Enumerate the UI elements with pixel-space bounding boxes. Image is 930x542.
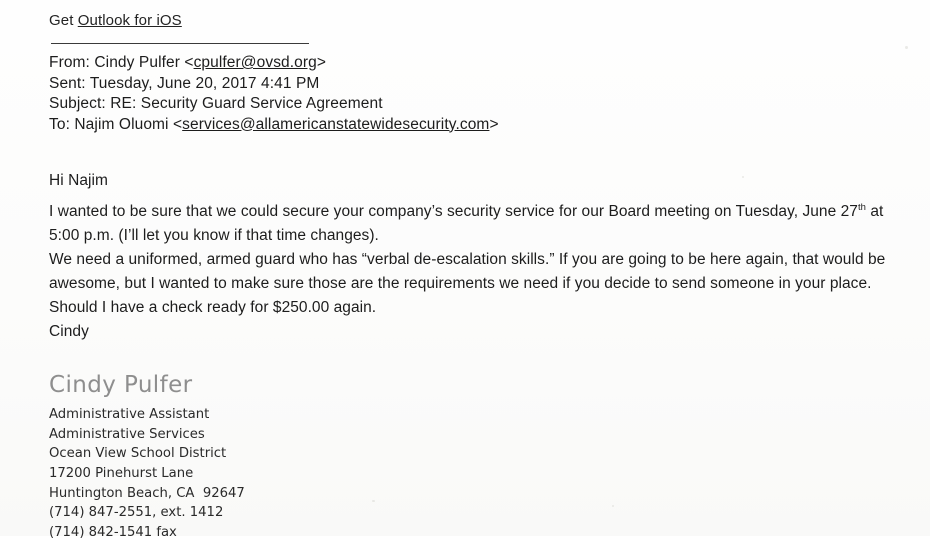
header-from bbox=[49, 53, 909, 74]
signature-name: Cindy Pulfer bbox=[49, 372, 193, 399]
to-close: > bbox=[489, 115, 499, 133]
outlook-for-ios-link[interactable]: Outlook for iOS bbox=[77, 12, 182, 29]
header-divider bbox=[51, 43, 309, 44]
signature-title: Administrative Assistant bbox=[49, 407, 210, 423]
body-paragraph-1-text: I wanted to be sure that we could secure your company’s security service for our Board meeting on Tuesday, June 27 bbox=[49, 203, 858, 221]
to-email[interactable]: services@allamericanstatewidesecurity.com bbox=[182, 115, 490, 133]
signature-fax: (714) 842-1541 fax bbox=[49, 524, 177, 540]
email-content bbox=[49, 12, 909, 542]
body-signoff: Cindy bbox=[49, 323, 89, 341]
ordinal-suffix: th bbox=[857, 202, 867, 213]
signature-phone: (714) 847-2551, ext. 1412 bbox=[49, 505, 224, 521]
signature-block bbox=[49, 405, 909, 542]
to-label: To: bbox=[49, 115, 75, 133]
signature-department: Administrative Services bbox=[49, 426, 205, 442]
body-greeting: Hi Najim bbox=[49, 172, 108, 189]
header-sent: Sent: Tuesday, June 20, 2017 4:41 PM bbox=[49, 74, 320, 92]
header-subject: Subject: RE: Security Guard Service Agreement bbox=[49, 95, 383, 112]
signature-address: 17200 Pinehurst Lane bbox=[49, 465, 194, 481]
email-headers bbox=[49, 53, 909, 135]
from-email[interactable]: cpulfer@ovsd.org bbox=[193, 54, 317, 71]
outlook-promo-line bbox=[49, 12, 909, 29]
outlook-promo-prefix: Get bbox=[49, 12, 78, 29]
body-paragraph-1-cont: at 5:00 p.m. (I’ll let you know if that time changes). bbox=[49, 203, 884, 245]
body-paragraph-2: We need a uniformed, armed guard who has “verbal de-escalation skills.” If you are going to be here again, that would be awesome, but I wanted to make sure those are the requirements we need if you decide to send someone in your place. bbox=[49, 251, 886, 293]
from-name: Cindy Pulfer < bbox=[94, 54, 194, 71]
signature-organization: Ocean View School District bbox=[49, 446, 227, 462]
from-label: From: bbox=[49, 54, 95, 71]
body-paragraph-1 bbox=[49, 196, 909, 248]
email-body bbox=[49, 169, 909, 344]
body-paragraph-3: Should I have a check ready for $250.00 again. bbox=[49, 299, 377, 317]
from-close: > bbox=[316, 54, 327, 71]
to-name: Najim Oluomi < bbox=[74, 115, 183, 133]
signature-city-state-zip: Huntington Beach, CA 92647 bbox=[49, 485, 245, 501]
header-to bbox=[49, 115, 909, 136]
